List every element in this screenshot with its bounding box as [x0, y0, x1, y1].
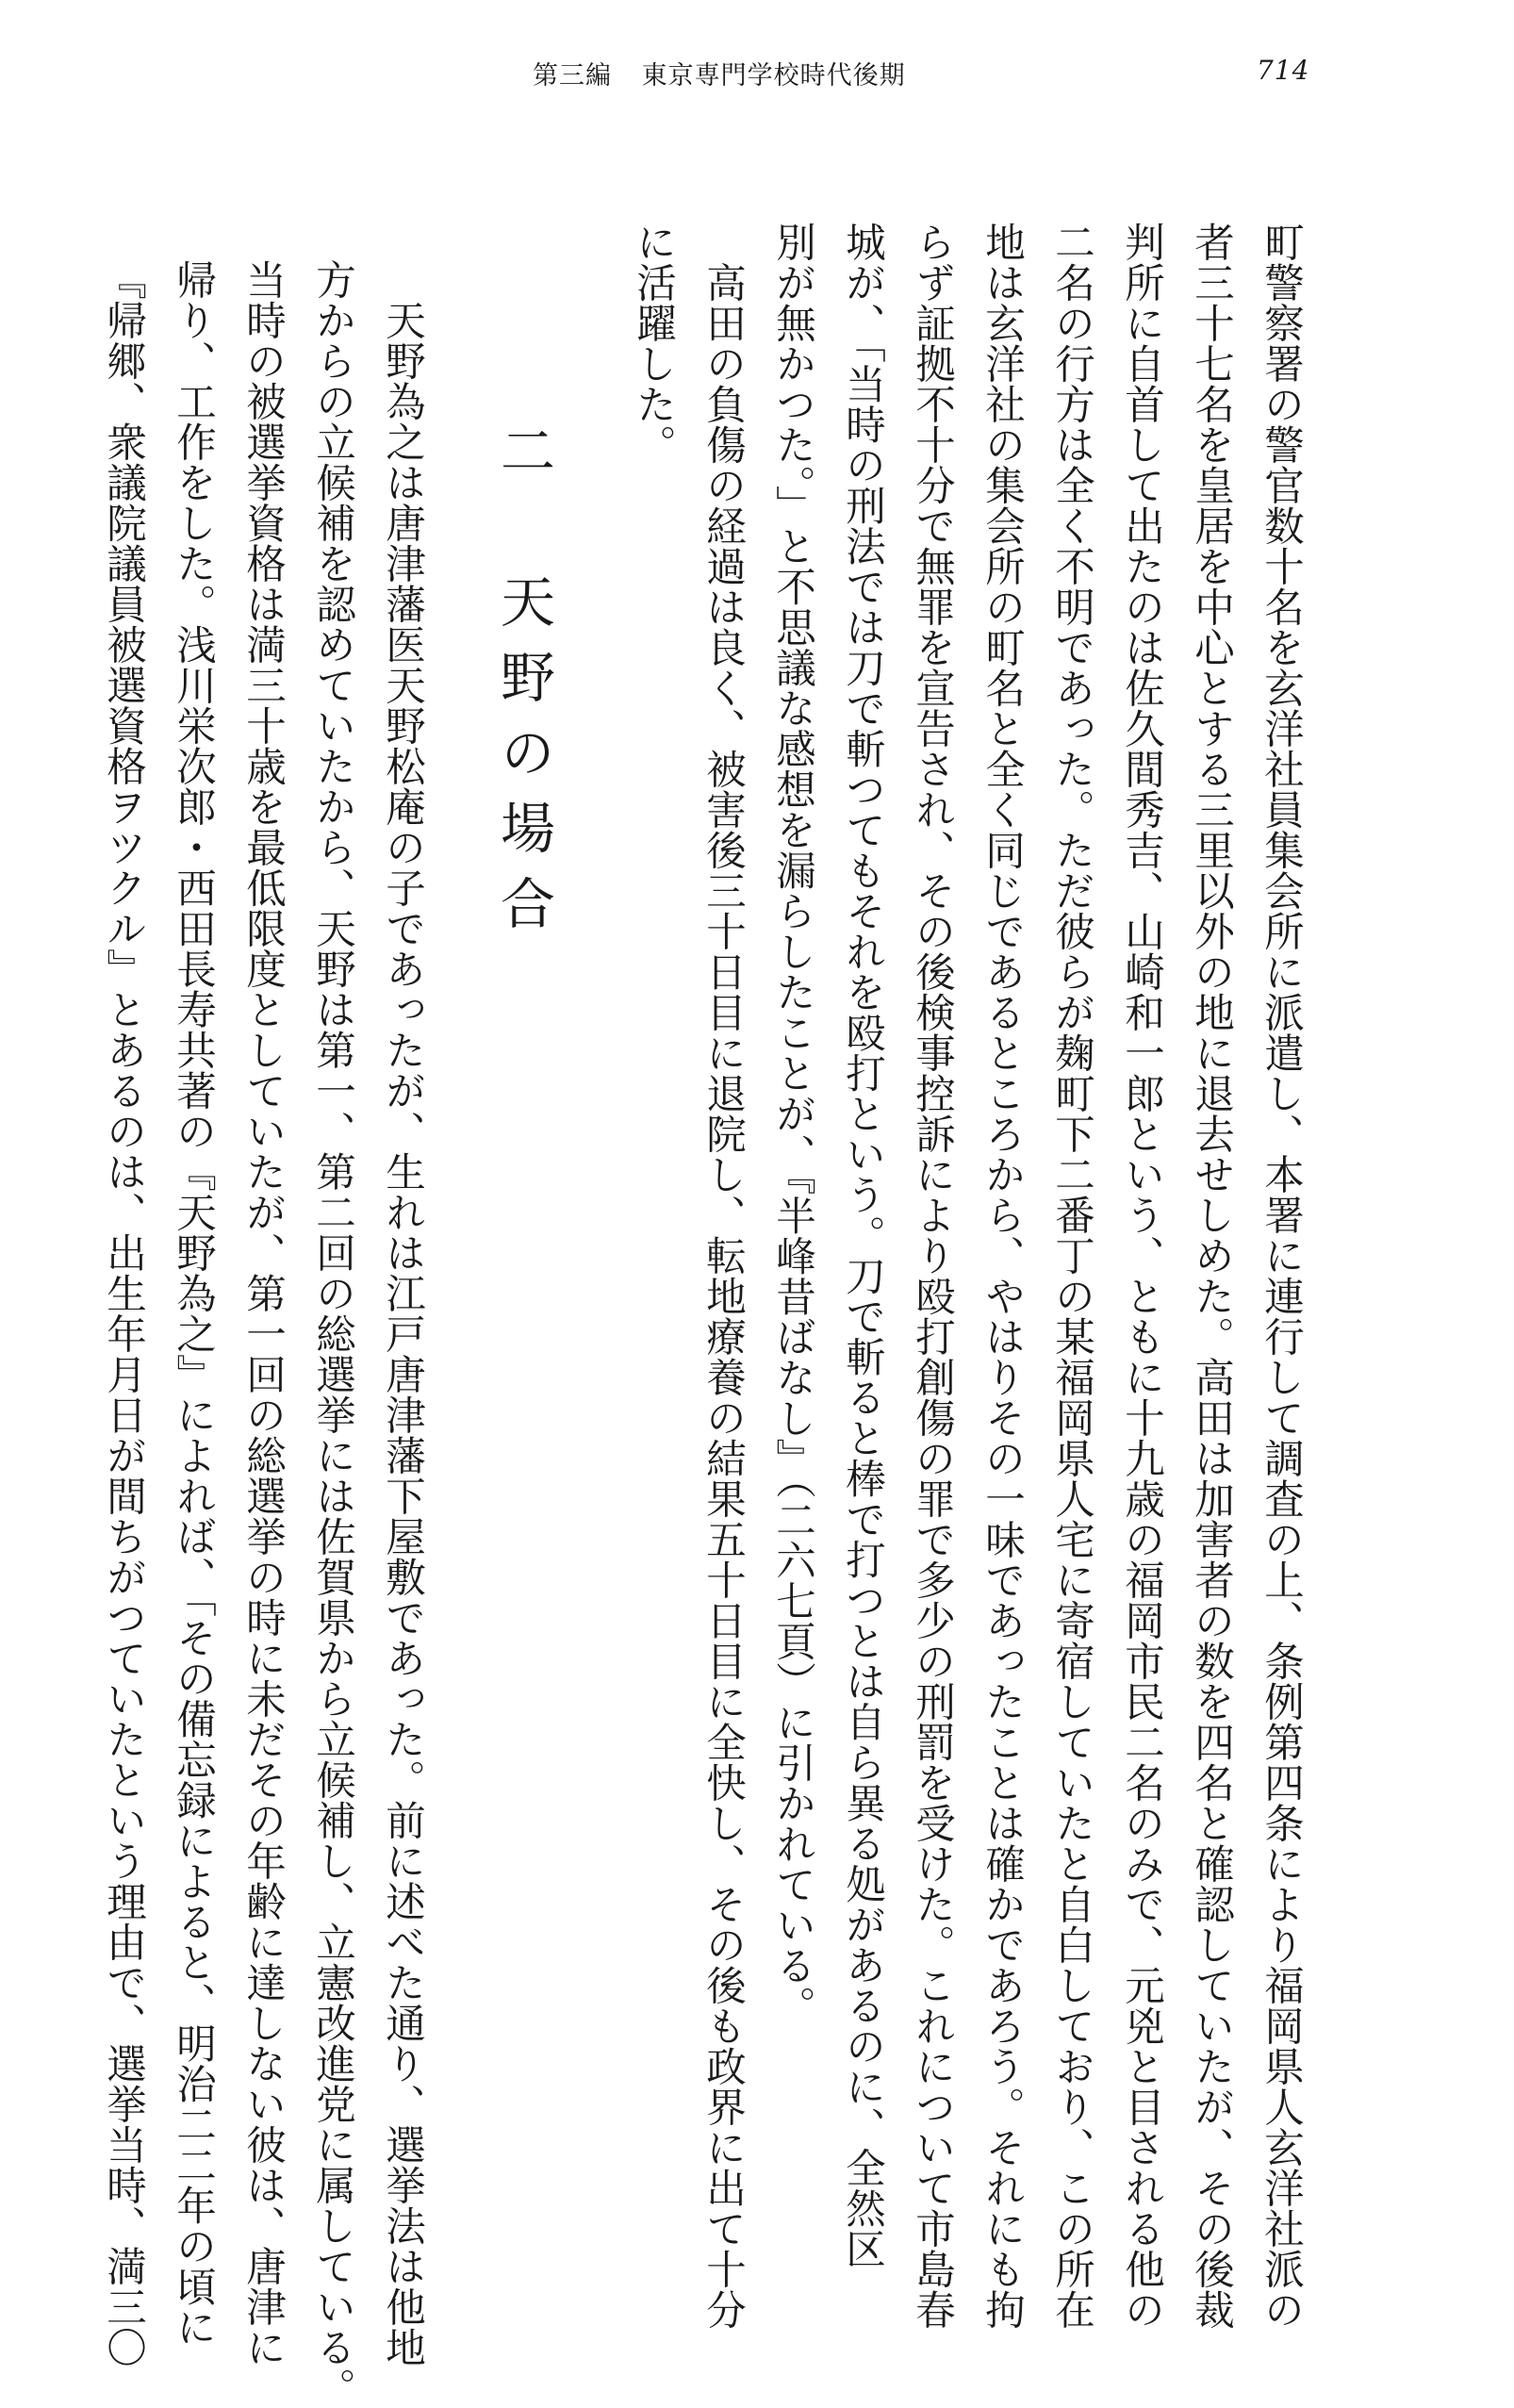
- text-column-9: 高田の負傷の経過は良く、被害後三十日目に退院し、転地療養の結果五十日目に全快し、その後も政界に出て十分: [699, 222, 746, 2330]
- text-column-7: 城が、「当時の刑法では刀で斬つてもそれを殴打という。刀で斬ると棒で打つとは自ら異る処があるのに、全然区: [839, 222, 885, 2269]
- text-column-1: 町警察署の警官数十名を玄洋社員集会所に派遣し、本署に連行して調査の上、条例第四条により福岡県人玄洋社派の: [1258, 222, 1304, 2330]
- text-column-6: らず証拠不十分で無罪を宣告され、その後検事控訴により殴打創傷の罪で多少の刑罰を受けた。これについて市島春: [909, 222, 955, 2330]
- text-column-12: 方からの立候補を認めていたから、天野は第一、第二回の総選挙には佐賀県から立候補し、立憲改進党に属している。: [309, 259, 355, 2408]
- text-column-11: 天野為之は唐津藩医天野松庵の子であったが、生れは江戸唐津藩下屋敷であった。前に述べた通り、選挙法は他地: [379, 259, 425, 2367]
- text-column-2: 者三十七名を皇居を中心とする三里以外の地に退去せしめた。高田は加害者の数を四名と確認していたが、その後裁: [1188, 222, 1234, 2330]
- text-column-8: 別が無かつた。」と不思議な感想を漏らしたことが、『半峰昔ばなし』（二六七頁）に引かれている。: [769, 222, 815, 2027]
- text-column-4: 二名の行方は全く不明であった。ただ彼らが麹町下二番丁の某福岡県人宅に寄宿していたと自白しており、この所在: [1048, 222, 1094, 2330]
- running-header: [533, 55, 906, 91]
- text-column-10: に活躍した。: [630, 222, 676, 465]
- text-column-13: 当時の被選挙資格は満三十歳を最低限度としていたが、第一回の総選挙の時に未だその年齢に達しない彼は、唐津に: [239, 259, 286, 2367]
- page-number: 714: [1257, 55, 1310, 86]
- section-heading: 二 天野の場合: [491, 422, 555, 950]
- text-column-15: 『帰郷、衆議院議員被選資格ヲツクル』とあるのは、出生年月日が間ちがつていたという理由で、選挙当時、満三〇: [100, 259, 146, 2367]
- text-column-14: 帰り、工作をした。浅川栄次郎・西田長寿共著の『天野為之』によれば、「その備忘録によると、明治二二年の頃に: [170, 259, 216, 2348]
- part-label: 第三編: [533, 61, 612, 91]
- text-column-5: 地は玄洋社の集会所の町名と全く同じであるところから、やはりその一味であったことは確かであろう。それにも拘: [979, 222, 1025, 2330]
- text-column-3: 判所に自首して出たのは佐久間秀吉、山崎和一郎という、ともに十九歳の福岡市民二名のみで、元兇と目される他の: [1118, 222, 1164, 2330]
- chapter-title: 東京専門学校時代後期: [641, 61, 906, 91]
